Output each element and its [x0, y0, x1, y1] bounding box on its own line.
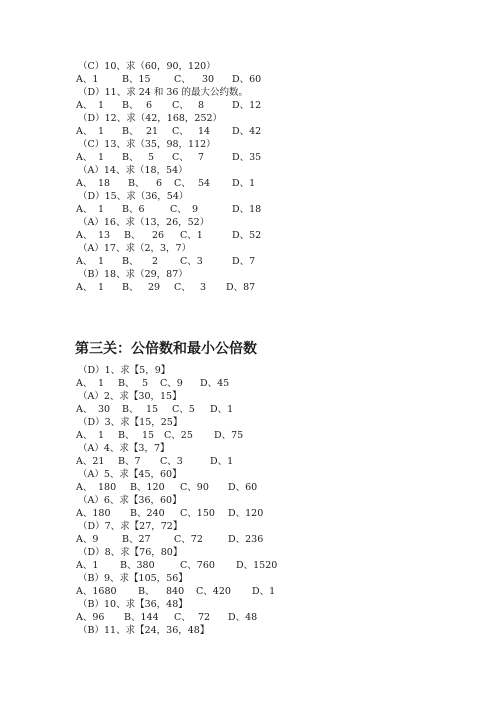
- option-b: B、240: [130, 508, 165, 519]
- option-a: A、: [76, 126, 93, 137]
- option-d: D、45: [200, 378, 230, 389]
- lcm-question-2: （A）2、求【30，15】: [78, 391, 182, 402]
- option-b: B、7: [118, 456, 141, 467]
- option-c: C、760: [180, 560, 215, 571]
- lcm-question-6: （A）6、求【36，60】: [78, 495, 182, 506]
- option-d: D、1: [210, 456, 234, 467]
- option-b: B、: [122, 152, 139, 163]
- option-d: D、236: [228, 534, 264, 545]
- option-a: A、1: [76, 560, 99, 571]
- lcm-question-3: （D）3、求【15，25】: [78, 417, 183, 428]
- option-a: A、: [76, 378, 93, 389]
- options-15: [76, 203, 500, 216]
- option-d: D、120: [228, 508, 264, 519]
- option-c: C、: [174, 282, 191, 293]
- option-a-value: 180: [98, 482, 117, 493]
- option-b: B、144: [124, 612, 159, 623]
- option-c-value: 54: [198, 178, 211, 189]
- option-d: D、52: [232, 230, 262, 241]
- lcm-question-11: （B）11、求【24，36，48】: [78, 625, 210, 636]
- lcm-question-1: （D）1、求【5，9】: [78, 365, 171, 376]
- option-c: C、: [172, 126, 189, 137]
- option-a: A、: [76, 282, 93, 293]
- option-d: D、1: [232, 178, 256, 189]
- option-a: A、: [76, 230, 93, 241]
- lcm-question-7: （D）7、求【27，72】: [78, 521, 183, 532]
- option-b-value: 15: [142, 430, 155, 441]
- option-a: A、: [76, 404, 93, 415]
- option-a: A、: [76, 256, 93, 267]
- option-b-value: 6: [146, 100, 153, 111]
- option-b-value: 5: [142, 378, 149, 389]
- option-d: D、60: [232, 74, 262, 85]
- lcm-options-8: [76, 559, 500, 572]
- options-12: [76, 125, 500, 138]
- option-c: C、72: [174, 534, 203, 545]
- option-a: A、1680: [76, 586, 117, 597]
- option-c-value: 72: [198, 612, 211, 623]
- option-b-value: 21: [146, 126, 159, 137]
- option-a-value: 1: [98, 378, 105, 389]
- option-b: B、6: [122, 204, 145, 215]
- option-a-value: 1: [98, 152, 105, 163]
- option-a-value: 1: [98, 204, 105, 215]
- option-d: D、35: [232, 152, 262, 163]
- option-a-value: 1: [98, 126, 105, 137]
- section-heading: 第三关：公倍数和最小公倍数: [75, 341, 257, 357]
- option-d: D、48: [228, 612, 258, 623]
- option-a: A、: [76, 482, 93, 493]
- option-a: A、: [76, 178, 93, 189]
- lcm-question-4: （A）4、求【3，7】: [78, 443, 170, 454]
- option-a-value: 1: [98, 100, 105, 111]
- option-c: C、: [174, 74, 191, 85]
- option-c: C、: [174, 178, 191, 189]
- option-c: C、5: [172, 404, 195, 415]
- option-b: B、: [118, 430, 135, 441]
- option-c: C、25: [164, 430, 193, 441]
- option-a: A、96: [76, 612, 105, 623]
- option-c-value: 8: [198, 100, 205, 111]
- option-d: D、18: [232, 204, 262, 215]
- option-b-value: 840: [166, 586, 185, 597]
- lcm-options-4: [76, 455, 500, 468]
- option-a: A、9: [76, 534, 99, 545]
- option-b: B、: [122, 126, 139, 137]
- option-d: D、87: [226, 282, 256, 293]
- option-d: D、75: [214, 430, 244, 441]
- option-c-value: 3: [200, 282, 207, 293]
- lcm-options-7: [76, 533, 500, 546]
- option-a: A、1: [76, 74, 99, 85]
- option-c: C、: [172, 100, 189, 111]
- question-14: （A）14、求（18，54）: [78, 165, 188, 176]
- question-15: （D）15、求（36，54）: [78, 191, 189, 202]
- option-c: C、90: [180, 482, 209, 493]
- options-13: [76, 151, 500, 164]
- option-d: D、60: [228, 482, 258, 493]
- option-a: A、: [76, 152, 93, 163]
- option-c: C、9: [160, 378, 183, 389]
- option-d: D、1520: [236, 560, 278, 571]
- option-b: B、: [124, 230, 141, 241]
- option-c: C、: [172, 152, 189, 163]
- option-b: B、: [122, 404, 139, 415]
- lcm-options-6: [76, 507, 500, 520]
- option-a-value: 1: [98, 282, 105, 293]
- option-c-value: 7: [198, 152, 205, 163]
- option-b: B、: [128, 178, 145, 189]
- question-12: （D）12、求（42，168，252）: [78, 113, 223, 124]
- option-a-value: 1: [98, 256, 105, 267]
- option-b-value: 5: [148, 152, 155, 163]
- options-10: [76, 73, 500, 86]
- option-a-value: 13: [98, 230, 111, 241]
- option-b-value: 15: [146, 404, 159, 415]
- option-b: B、: [122, 256, 139, 267]
- question-16: （A）16、求（13，26，52）: [78, 217, 210, 228]
- lcm-options-5: [76, 481, 500, 494]
- option-c: C、: [170, 204, 187, 215]
- option-b-value: 29: [148, 282, 161, 293]
- option-d: D、42: [232, 126, 262, 137]
- option-b: B、27: [122, 534, 151, 545]
- lcm-question-10: （B）10、求【36，48】: [78, 599, 188, 610]
- option-c-value: 30: [202, 74, 215, 85]
- option-c: C、: [174, 612, 191, 623]
- option-d: D、1: [252, 586, 276, 597]
- option-b: B、: [122, 100, 139, 111]
- option-c: C、420: [196, 586, 231, 597]
- option-d: D、12: [232, 100, 262, 111]
- question-11: （D）11、求 24 和 36 的最大公约数。: [78, 87, 248, 98]
- option-b: B、15: [122, 74, 151, 85]
- option-c: C、1: [180, 230, 203, 241]
- lcm-options-9: [76, 585, 500, 598]
- lcm-options-2: [76, 403, 500, 416]
- option-a-value: 30: [98, 404, 111, 415]
- options-17: [76, 255, 500, 268]
- option-a: A、21: [76, 456, 105, 467]
- option-c-value: 9: [192, 204, 199, 215]
- option-b-value: 6: [156, 178, 163, 189]
- option-a-value: 1: [98, 430, 105, 441]
- option-b: B、120: [130, 482, 165, 493]
- option-a: A、180: [76, 508, 111, 519]
- option-d: D、7: [232, 256, 256, 267]
- lcm-question-8: （D）8、求【76，80】: [78, 547, 183, 558]
- option-b: B、: [138, 586, 155, 597]
- question-13: （C）13、求（35，98，112）: [78, 139, 216, 150]
- option-c: C、3: [160, 456, 183, 467]
- option-c: C、3: [180, 256, 203, 267]
- option-b: B、: [118, 378, 135, 389]
- options-16: [76, 229, 500, 242]
- lcm-question-9: （B）9、求【105，56】: [78, 573, 188, 584]
- option-b-value: 26: [152, 230, 165, 241]
- option-a: A、: [76, 204, 93, 215]
- option-a: A、: [76, 430, 93, 441]
- option-a: A、: [76, 100, 93, 111]
- option-b: B、380: [120, 560, 155, 571]
- lcm-options-1: [76, 377, 500, 390]
- options-18: [76, 281, 500, 294]
- option-c-value: 14: [198, 126, 211, 137]
- option-b-value: 2: [152, 256, 159, 267]
- option-c: C、150: [180, 508, 215, 519]
- option-b: B、: [122, 282, 139, 293]
- options-14: [76, 177, 500, 190]
- question-10: （C）10、求（60，90，120）: [78, 61, 216, 72]
- lcm-options-10: [76, 611, 500, 624]
- question-17: （A）17、求（2，3，7）: [78, 243, 192, 254]
- option-d: D、1: [210, 404, 234, 415]
- lcm-options-3: [76, 429, 500, 442]
- question-18: （B）18、求（29，87）: [78, 269, 188, 280]
- lcm-question-5: （A）5、求【45，60】: [78, 469, 182, 480]
- options-11: [76, 99, 500, 112]
- option-a-value: 18: [98, 178, 111, 189]
